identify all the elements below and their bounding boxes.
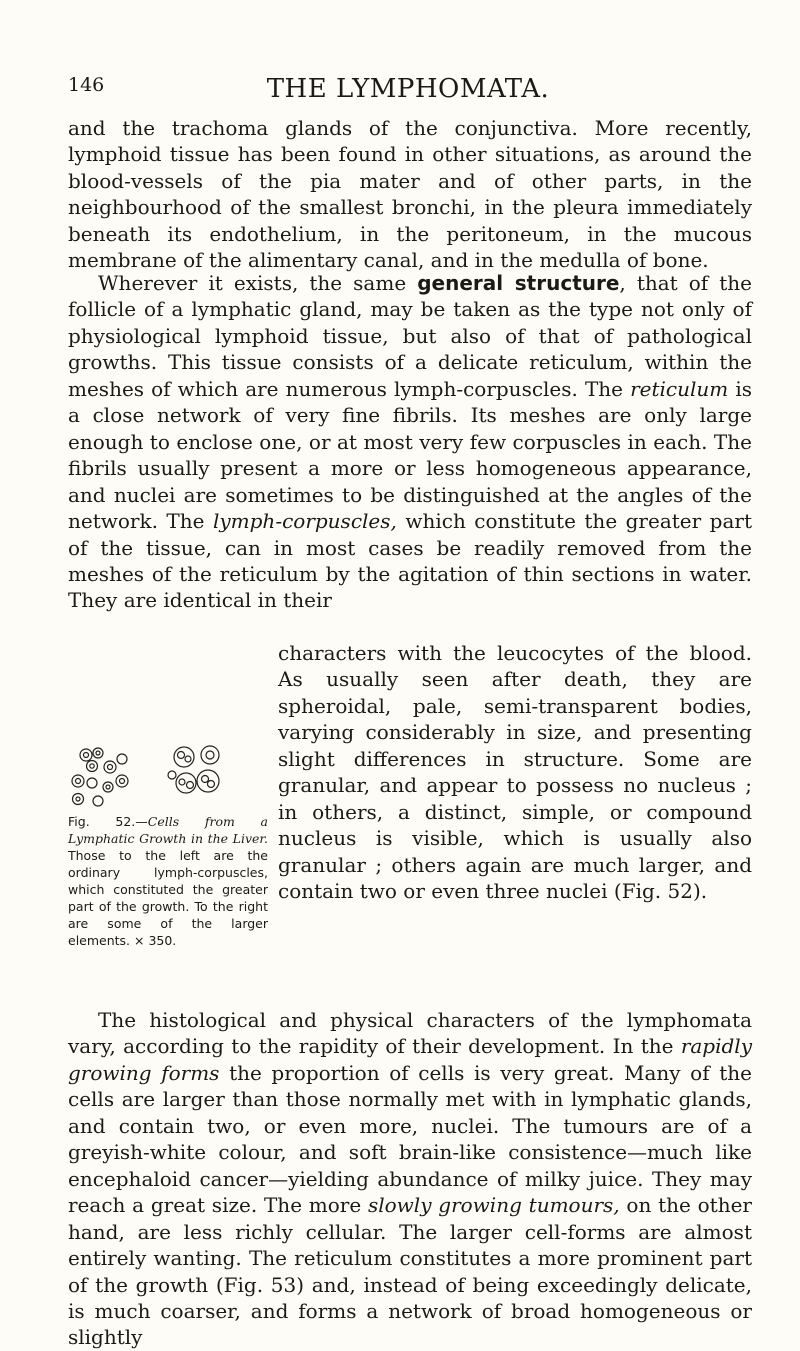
general-structure-term: general structure — [417, 271, 620, 295]
para3-text-e: on the other hand, are less richly cellular. The larger cell-forms are almost entirely wanting. The reticulum constitutes a more prominent part of the growth (Fig. 53) and, instead of being exceedingly delicate, is much coarser, and forms a network of broad homogeneous or slightly — [68, 1193, 752, 1350]
page-header — [68, 74, 748, 114]
figure-title: Cells from a Lymphatic Growth in the Liver. — [68, 814, 268, 846]
para3-text-a: The histological and physical characters of the lymphomata vary, according to the rapidity of their development. In the — [68, 1008, 752, 1059]
lymph-corpuscle — [93, 748, 103, 758]
para2-text-e: is a close network of very fine fibrils. Its meshes are only large enough to enclose one, or at most very few corpuscles in each. The fibrils usually present a more or less homogeneous appearance, and nuclei are sometimes to be distinguished at the angles of the network. The — [68, 376, 752, 534]
lymph-corpuscle — [103, 782, 113, 792]
lymph-corpuscle — [73, 794, 84, 805]
cells-illustration — [68, 745, 268, 809]
slowly-growing-term: slowly growing tumours, — [367, 1193, 620, 1218]
para2-text-g: which constitute the greater part of the tissue, can in most cases be readily removed from the meshes of the reticulum by the agitation of thin sections in water. They are identical in their — [68, 509, 752, 613]
lymph-corpuscle — [72, 775, 84, 787]
large-cell — [201, 746, 219, 764]
wrapped-paragraph: characters with the leucocytes of the blood. As usually seen after death, they are spheroidal, pale, semi-transparent bodies, varying considerably in size, and presenting slight differences in structure. Some are granular, and appear to possess no nucleus ; in others, a distinct, simple, or compound nucleus is visible, which is usually also granular ; others again are much larger, and contain two or even three nuclei (Fig. 52). — [278, 641, 752, 904]
lymph-corpuscles-term: lymph-corpuscles, — [212, 509, 397, 534]
page-number: 146 — [68, 74, 105, 96]
lymph-corpuscle — [87, 778, 97, 788]
paragraph-3 — [68, 1007, 752, 1351]
reticulum-term: reticulum — [630, 376, 729, 401]
paragraph-2 — [68, 270, 752, 614]
lymph-corpuscle — [104, 761, 116, 773]
lymph-corpuscle — [87, 761, 98, 772]
figure-label: Fig. 52.— — [68, 814, 148, 829]
paragraph-1: and the trachoma glands of the conjunctiva. More recently, lymphoid tissue has been found in other situations, as around the blood-vessels of the pia mater and of other parts, in the neighbourhood of the smallest bronchi, in the pleura immediately beneath its endothelium, in the peritoneum, in the mucous membrane of the alimentary canal, and in the medulla of bone. — [68, 116, 752, 273]
lymph-corpuscle — [80, 749, 92, 761]
figure-caption-text: Those to the left are the ordinary lymph-corpuscles, which constituted the greater part of the growth. To the right are some of the larger elements. × 350. — [68, 848, 268, 948]
para2-text-c: , that of the follicle of a lymphatic gland, may be taken as the type not only of physiological lymphoid tissue, but also of that of pathological growths. This tissue consists of a delicate reticulum, within the meshes of which are numerous lymph-corpuscles. The — [68, 271, 752, 401]
para3-text-c: the proportion of cells is very great. Many of the cells are larger than those normally met with in lymphatic glands, and contain two, or even more, nuclei. The tumours are of a greyish-white colour, and soft brain-like consistence—much like encephaloid cancer—yielding abundance of milky juice. They may reach a great size. The more — [68, 1060, 752, 1218]
figure-caption — [68, 813, 268, 949]
para2-text-a: Wherever it exists, the same — [98, 271, 418, 295]
rapidly-growing-term: rapidly growing forms — [68, 1034, 752, 1085]
lymph-corpuscle — [168, 771, 176, 779]
figure-52 — [68, 745, 268, 1045]
lymph-corpuscle — [116, 775, 128, 787]
lymph-corpuscle — [117, 754, 127, 764]
running-head: THE LYMPHOMATA. — [266, 74, 550, 104]
lymph-corpuscle — [93, 796, 103, 806]
